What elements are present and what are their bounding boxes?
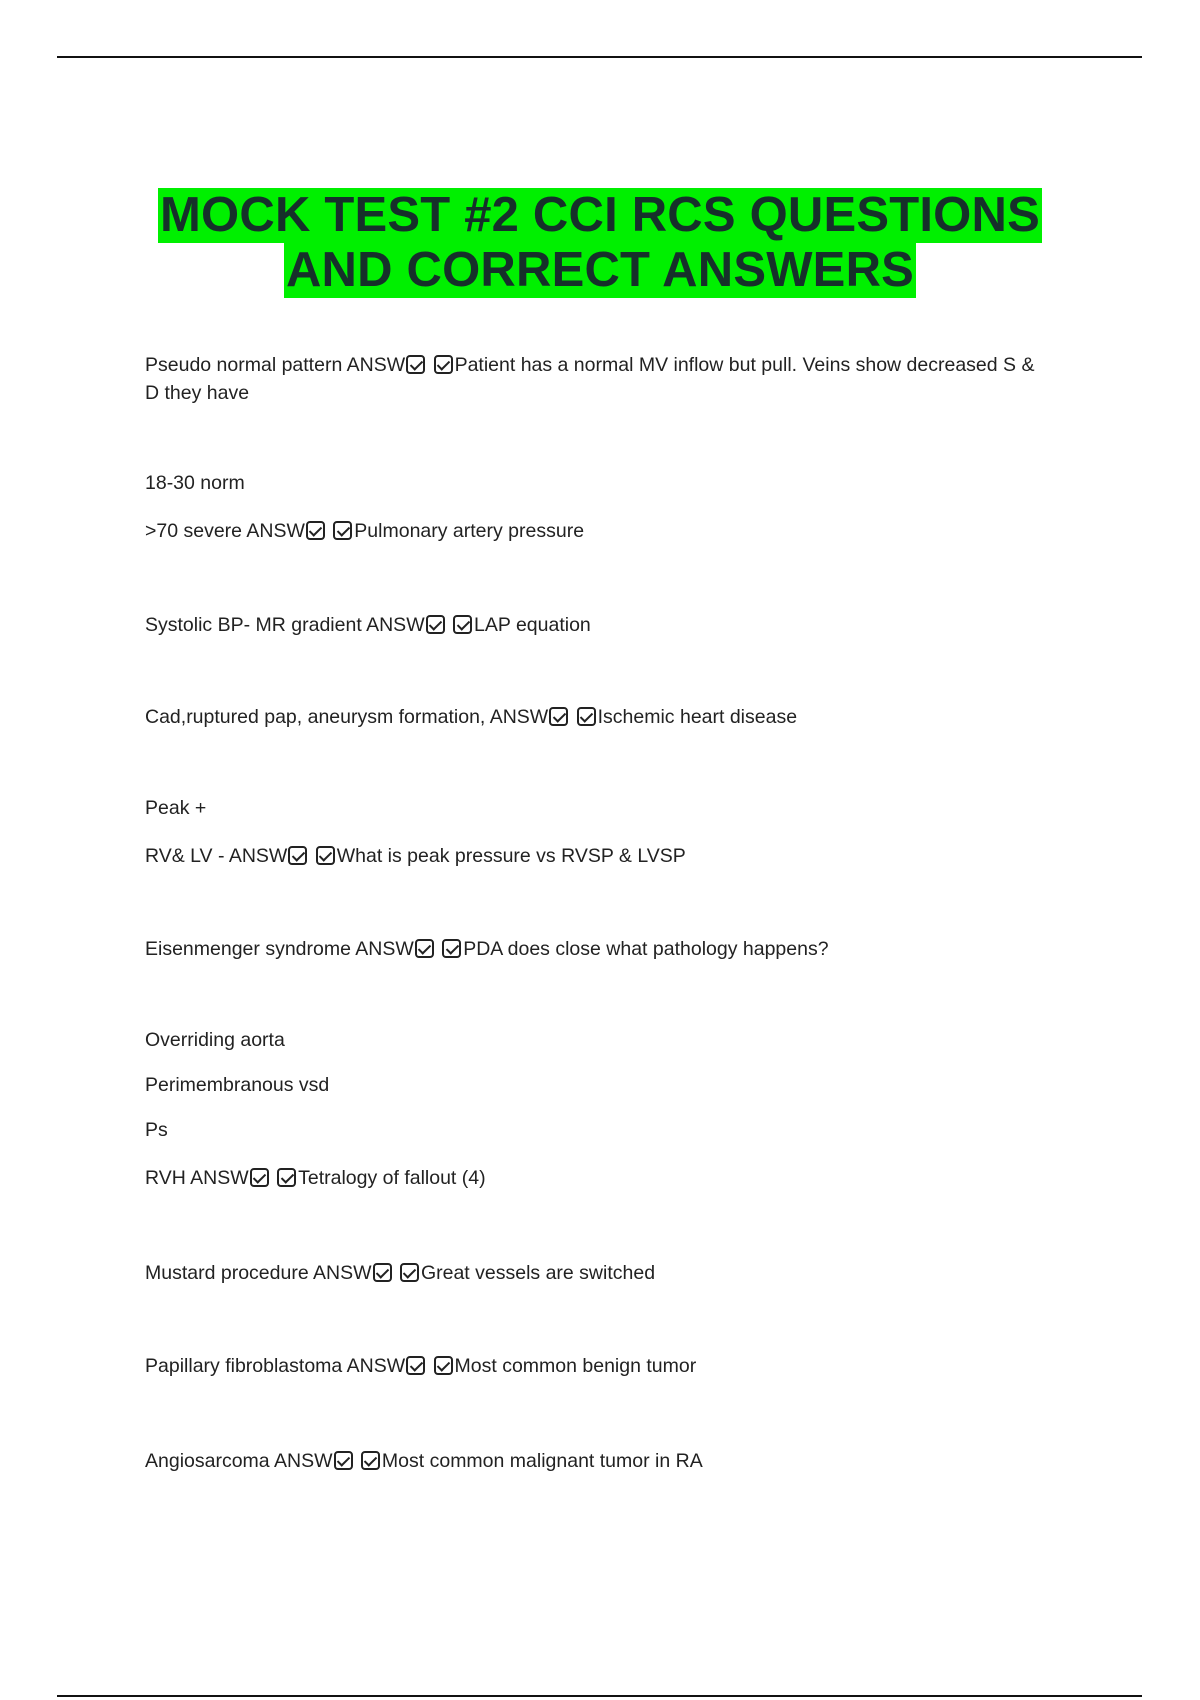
answer-text: Great vessels are switched bbox=[420, 1262, 656, 1284]
checkbox-icon bbox=[577, 707, 596, 726]
plain-line bbox=[145, 1071, 1065, 1099]
checkbox-icon bbox=[333, 521, 352, 540]
checkbox-icon bbox=[316, 846, 335, 865]
qa-item bbox=[145, 842, 1065, 870]
question-text: RVH bbox=[145, 1167, 186, 1189]
answer-text: Ischemic heart disease bbox=[597, 706, 798, 728]
checkbox-icon bbox=[334, 1451, 353, 1470]
answer-marker: ANSW bbox=[355, 938, 414, 960]
title-line-2: AND CORRECT ANSWERS bbox=[285, 243, 915, 297]
footer-rule bbox=[57, 1695, 1142, 1697]
answer-marker: ANSW bbox=[346, 1355, 406, 1377]
question-text: Papillary fibroblastoma bbox=[145, 1355, 343, 1377]
answer-text: Patient has a normal MV inflow but pull. Veins show decreased S & D they have bbox=[145, 354, 1035, 404]
qa-item bbox=[145, 517, 1065, 545]
question-text: Systolic BP- MR gradient bbox=[145, 614, 362, 636]
question-text: Mustard procedure bbox=[145, 1262, 309, 1284]
qa-item bbox=[145, 1164, 1065, 1192]
plain-text: Perimembranous vsd bbox=[145, 1074, 330, 1096]
checkbox-icon bbox=[415, 939, 434, 958]
plain-text: 18-30 norm bbox=[145, 472, 245, 494]
answer-text: What is peak pressure vs RVSP & LVSP bbox=[336, 845, 686, 867]
answer-marker: ANSW bbox=[246, 520, 305, 542]
document-title bbox=[0, 188, 1200, 298]
checkbox-icon bbox=[277, 1168, 296, 1187]
checkbox-icon bbox=[306, 521, 325, 540]
qa-item bbox=[145, 703, 1065, 731]
question-text: Angiosarcoma bbox=[145, 1450, 270, 1472]
question-text: Eisenmenger syndrome bbox=[145, 938, 351, 960]
title-line-1: MOCK TEST #2 CCI RCS QUESTIONS bbox=[160, 188, 1040, 242]
checkbox-icon bbox=[250, 1168, 269, 1187]
plain-text: Overriding aorta bbox=[145, 1029, 285, 1051]
answer-marker: ANSW bbox=[489, 706, 549, 728]
checkbox-icon bbox=[406, 1356, 425, 1375]
qa-list bbox=[145, 351, 1065, 1475]
qa-item bbox=[145, 611, 1065, 639]
checkbox-icon bbox=[426, 615, 445, 634]
qa-item bbox=[145, 351, 1050, 407]
checkbox-icon bbox=[434, 355, 453, 374]
answer-text: Most common malignant tumor in RA bbox=[381, 1450, 703, 1472]
qa-item bbox=[145, 1259, 1065, 1287]
qa-item bbox=[145, 1447, 1065, 1475]
answer-marker: ANSW bbox=[313, 1262, 372, 1284]
answer-text: LAP equation bbox=[474, 614, 591, 636]
plain-text: Peak + bbox=[145, 797, 207, 819]
answer-text: Most common benign tumor bbox=[454, 1355, 697, 1377]
question-text: >70 severe bbox=[145, 520, 243, 542]
qa-item bbox=[145, 935, 1065, 963]
checkbox-icon bbox=[406, 355, 425, 374]
checkbox-icon bbox=[434, 1356, 453, 1375]
qa-item bbox=[145, 1352, 1065, 1380]
checkbox-icon bbox=[549, 707, 568, 726]
checkbox-icon bbox=[373, 1263, 392, 1282]
plain-text: Ps bbox=[145, 1119, 168, 1141]
answer-marker: ANSW bbox=[274, 1450, 333, 1472]
answer-text: Pulmonary artery pressure bbox=[354, 520, 585, 542]
checkbox-icon bbox=[400, 1263, 419, 1282]
question-text: Cad,ruptured pap, aneurysm formation, bbox=[145, 706, 486, 728]
answer-marker: ANSW bbox=[346, 354, 406, 376]
plain-line bbox=[145, 1026, 1065, 1054]
answer-marker: ANSW bbox=[366, 614, 425, 636]
checkbox-icon bbox=[361, 1451, 380, 1470]
answer-text: PDA does close what pathology happens? bbox=[463, 938, 829, 960]
question-text: Pseudo normal pattern bbox=[145, 354, 343, 376]
checkbox-icon bbox=[442, 939, 461, 958]
header-rule bbox=[57, 56, 1142, 58]
answer-marker: ANSW bbox=[190, 1167, 249, 1189]
checkbox-icon bbox=[288, 846, 307, 865]
plain-line bbox=[145, 469, 1065, 497]
plain-line bbox=[145, 1116, 1065, 1144]
answer-text: Tetralogy of fallout (4) bbox=[298, 1167, 486, 1189]
plain-line bbox=[145, 794, 1065, 822]
answer-marker: ANSW bbox=[228, 845, 288, 867]
checkbox-icon bbox=[453, 615, 472, 634]
question-text: RV& LV - bbox=[145, 845, 225, 867]
